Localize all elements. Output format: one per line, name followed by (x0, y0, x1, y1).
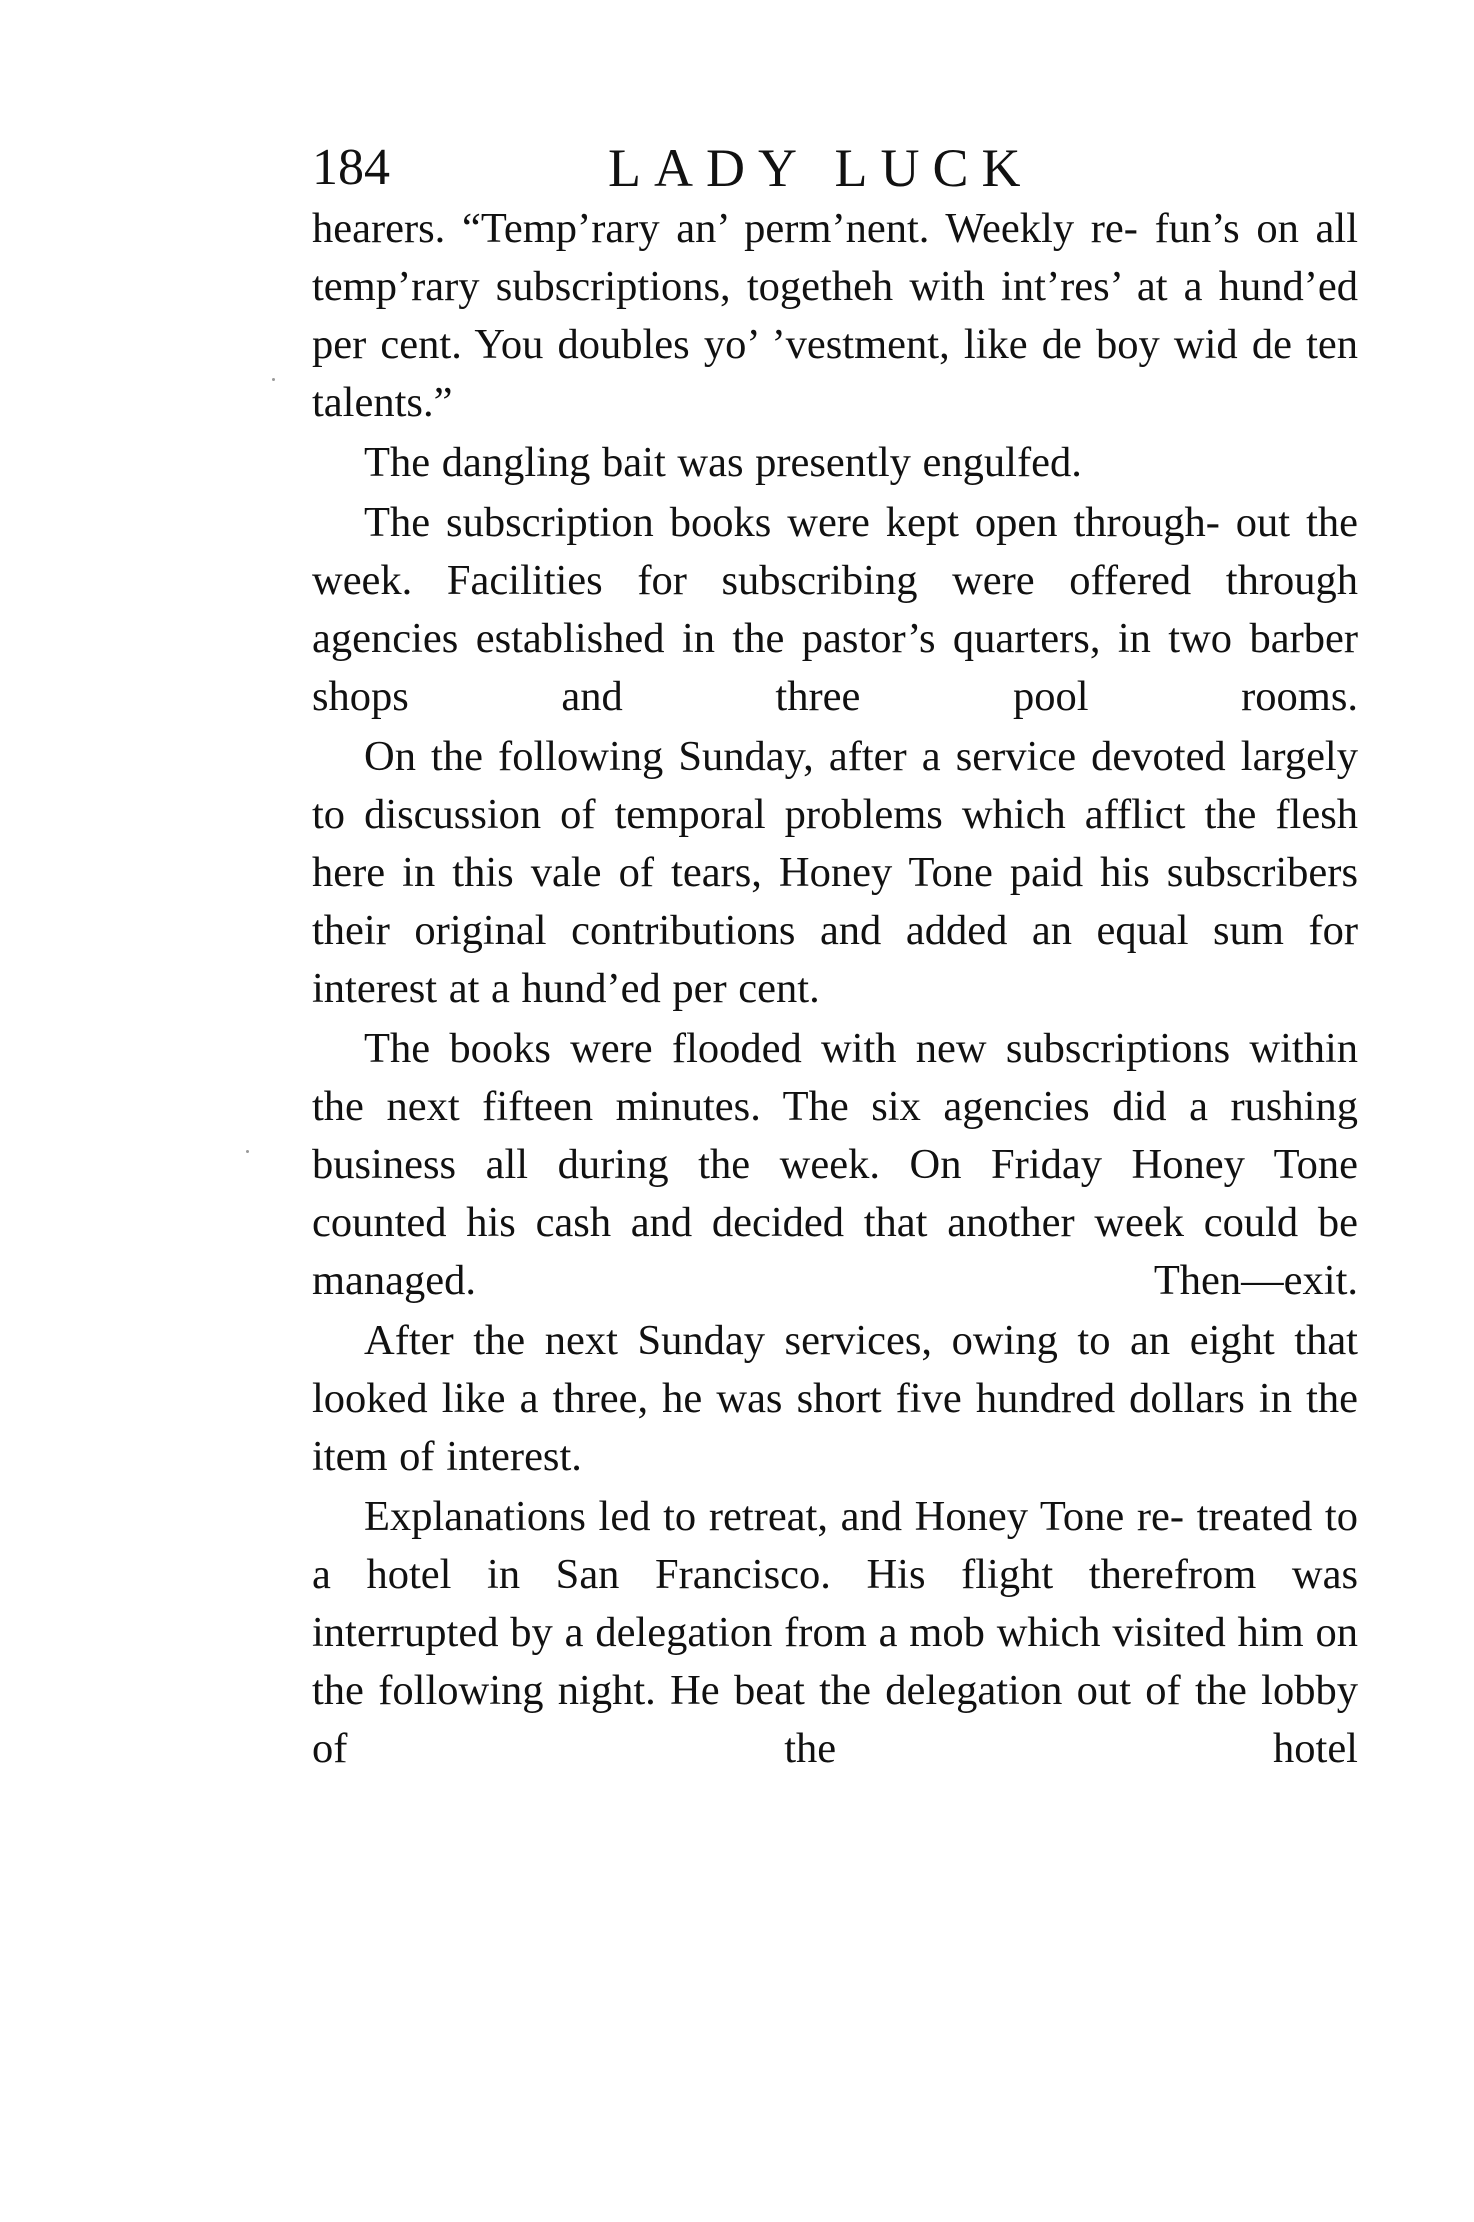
paragraph-7: Explanations led to retreat, and Honey Tone re- treated to a hotel in San Francisco. His flight therefrom was interrupted by a delegation from a mob which visited him on the following night. He beat the delegation out of the lobby of the hotel (312, 1493, 1358, 1772)
body-text (312, 200, 1358, 1778)
paragraph-4: On the following Sunday, after a service devoted largely to discussion of temporal problems which afflict the flesh here in this vale of tears, Honey Tone paid his subscribers their original contributions and added an equal sum for interest at a hund’ed per cent. (312, 733, 1358, 1012)
margin-speck (272, 378, 275, 381)
paragraph-2: The dangling bait was presently engulfed. (364, 439, 1082, 486)
page-number: 184 (312, 139, 390, 196)
running-title: LADY LUCK (608, 138, 1034, 198)
paragraph-5: The books were flooded with new subscriptions within the next fifteen minutes. The six agencies did a rushing business all during the week. On Friday Honey Tone counted his cash and decided that another week could be managed. Then—exit. (312, 1025, 1358, 1304)
running-head (312, 128, 1362, 208)
margin-speck (246, 1150, 249, 1153)
paragraph-1: hearers. “Temp’rary an’ perm’nent. Weekly re- fun’s on all temp’rary subscriptions, togetheh with int’res’ at a hund’ed per cent. You doubles yo’ ’vestment, like de boy wid de ten talents.” (312, 205, 1358, 426)
paragraph-3: The subscription books were kept open through- out the week. Facilities for subscribing were offered through agencies established in the pastor’s quarters, in two barber shops and three pool rooms. (312, 499, 1358, 720)
paragraph-6: After the next Sunday services, owing to an eight that looked like a three, he was short five hundred dollars in the item of interest. (312, 1317, 1358, 1480)
